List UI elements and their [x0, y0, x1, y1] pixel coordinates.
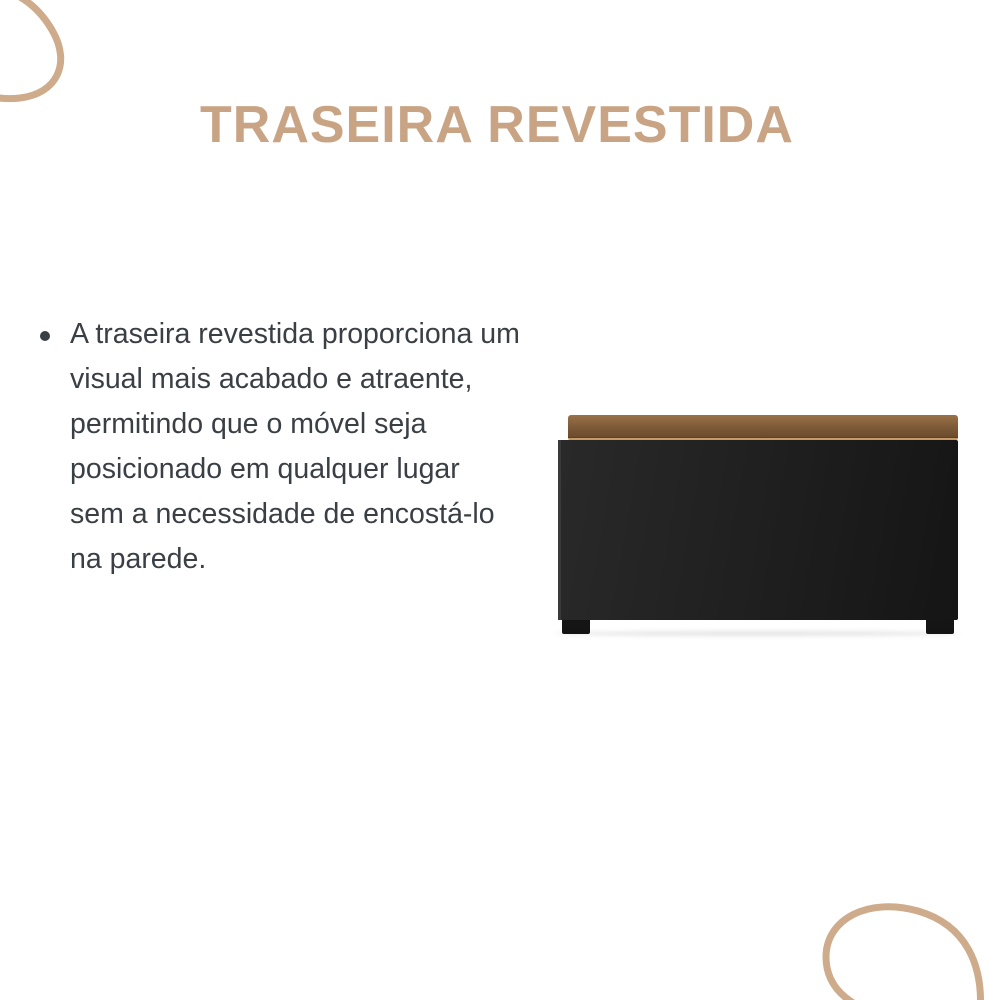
list-item-label: A traseira revestida proporciona um visual mais acabado e atraente, permitindo que o móvel seja posicionado em qualquer lugar sem a necessidade de encostá-lo na parede. [70, 318, 520, 576]
feature-bullet-list [40, 312, 520, 582]
swirl-bottom-right-icon [650, 815, 1000, 1000]
swirl-top-left-icon [0, 0, 180, 155]
furniture-left-edge [558, 440, 561, 620]
furniture-body-shading [558, 440, 958, 620]
furniture-top-panel [568, 415, 958, 437]
furniture-shadow [554, 631, 962, 636]
list-item [40, 312, 520, 582]
furniture-illustration [548, 415, 968, 645]
page-title: TRASEIRA REVESTIDA [200, 96, 794, 154]
bullet-dot-icon [40, 331, 50, 341]
